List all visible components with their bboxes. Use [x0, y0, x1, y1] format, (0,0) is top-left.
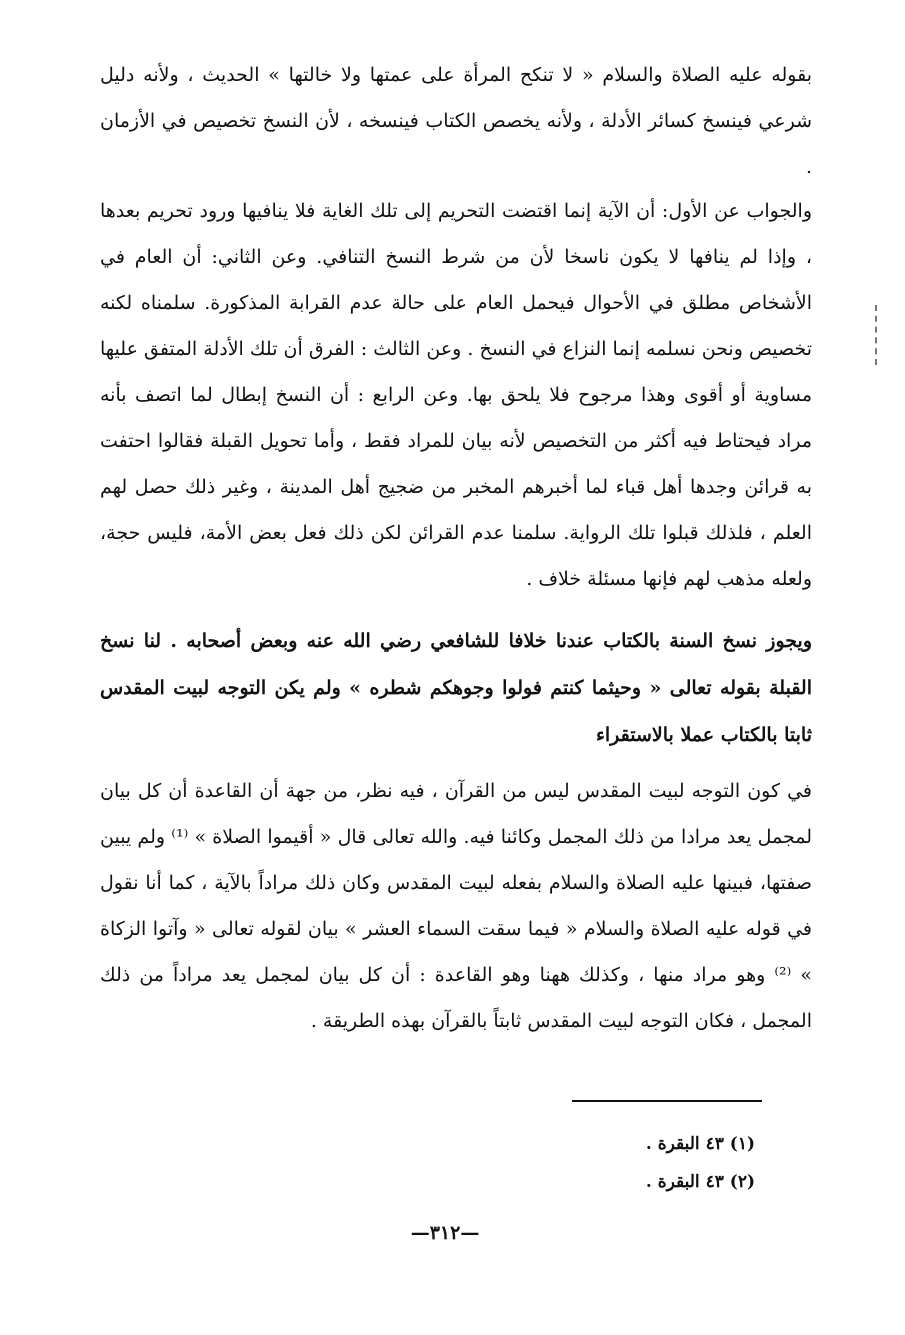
page-number: —٣١٢—: [410, 1222, 480, 1244]
footnote-1: (١) ٤٣ البقرة .: [645, 1134, 755, 1154]
paragraph-commentary: في كون التوجه لبيت المقدس ليس من القرآن ، فيه نظر، من جهة أن القاعدة أن كل بيان لمجمل يعد مرادا من ذلك المجمل وكائنا فيه. والله تعالى قال « أقيموا الصلاة » ⁽¹⁾ ولم يبين صفتها، فبينها عليه الصلاة والسلام بفعله لبيت المقدس وكان ذلك مراداً بالآية ، كما أنا نقول في قوله عليه الصلاة والسلام « فيما سقت السماء العشر » بيان لقوله تعالى « وآتوا الزكاة » ⁽²⁾ وهو مراد منها ، وكذلك ههنا وهو القاعدة : أن كل بيان لمجمل يعد مراداً من ذلك المجمل ، فكان التوجه لبيت المقدس ثابتاً بالقرآن بهذه الطريقة .: [100, 780, 812, 1032]
paragraph-replies: والجواب عن الأول: أن الآية إنما اقتضت التحريم إلى تلك الغاية فلا ينافيها ورود تحريم بعدها ، وإذا لم ينافها لا يكون ناسخا لأن من شرط النسخ التنافي. وعن الثاني: أن العام في الأشخاص مطلق في الأحوال فيحمل العام على حالة عدم القرابة المذكورة. سلمناه لكنه تخصيص ونحن نسلمه إنما النزاع في النسخ . وعن الثالث : الفرق أن تلك الأدلة المتفق عليها مساوية أو أقوى وهذا مرجوح فلا يلحق بها. وعن الرابع : أن النسخ إبطال لما اتصف بأنه مراد فيحتاط فيه أكثر من التخصيص لأنه بيان للمراد فقط ، وأما تحويل القبلة فقالوا احتفت به قرائن وجدها أهل قباء لما أخبرهم المخبر من ضجيج أهل المدينة ، وغير ذلك حصل لهم العلم ، فلذلك قبلوا تلك الرواية. سلمنا عدم القرائن لكن ذلك فعل بعض الأمة، فليس حجة، ولعله مذهب لهم فإنها مسئلة خلاف .: [100, 200, 812, 590]
footnote-divider: [572, 1100, 762, 1102]
footnotes: [355, 1125, 755, 1201]
paragraph-continuation: بقوله عليه الصلاة والسلام « لا تنكح المرأة على عمتها ولا خالتها » الحديث ، ولأنه دليل شرعي فينسخ كسائر الأدلة ، ولأنه يخصص الكتاب فينسخه ، لأن النسخ تخصيص في الأزمان .: [100, 64, 812, 178]
margin-mark: [875, 305, 879, 365]
footnote-2: (٢) ٤٣ البقرة .: [645, 1172, 755, 1192]
paragraph-main-text: ويجوز نسخ السنة بالكتاب عندنا خلافا للشافعي رضي الله عنه وبعض أصحابه . لنا نسخ القبلة بقوله تعالى « وحيثما كنتم فولوا وجوهكم شطره » ولم يكن التوجه لبيت المقدس ثابتا بالكتاب عملا بالاستقراء: [100, 630, 812, 746]
